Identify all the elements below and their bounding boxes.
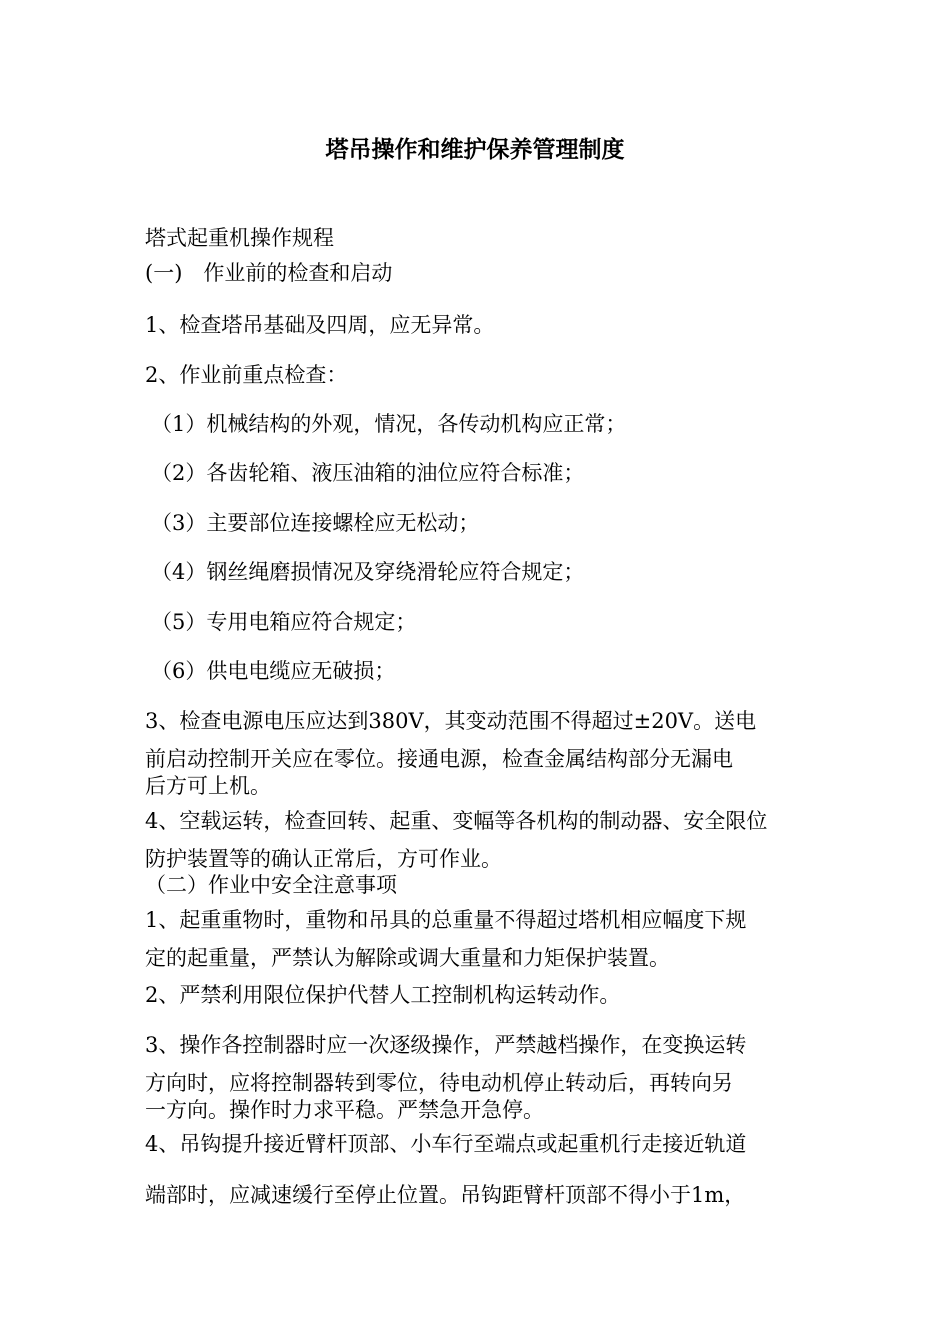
- part2-item-2: 2、严禁利用限位保护代替人工控制机构运转动作。: [145, 983, 621, 1007]
- item-3-line-2: 前启动控制开关应在零位。接通电源，检查金属结构部分无漏电: [145, 747, 733, 771]
- part2-item-3-line-1: 3、操作各控制器时应一次逐级操作，严禁越档操作，在变换运转: [145, 1033, 747, 1057]
- part2-item-3-line-2: 方向时，应将控制器转到零位，待电动机停止转动后，再转向另: [145, 1071, 733, 1095]
- part2-item-3-line-3: 一方向。操作时力求平稳。严禁急开急停。: [145, 1098, 544, 1122]
- sub-item-4: （4）钢丝绳磨损情况及穿绕滑轮应符合规定；: [151, 560, 585, 584]
- document-title: 塔吊操作和维护保养管理制度: [325, 137, 625, 163]
- item-3-line-1: 3、检查电源电压应达到380V，其变动范围不得超过±20V。送电: [145, 709, 757, 733]
- item-3-line-3: 后方可上机。: [145, 774, 271, 798]
- part2-item-4-line-2: 端部时，应减速缓行至停止位置。吊钩距臂杆顶部不得小于1m，: [145, 1183, 746, 1207]
- sub-item-3: （3）主要部位连接螺栓应无松动；: [151, 511, 480, 535]
- part2-item-1-line-2: 定的起重量，严禁认为解除或调大重量和力矩保护装置。: [145, 946, 670, 970]
- sub-item-2: （2）各齿轮箱、液压油箱的油位应符合标准；: [151, 461, 585, 485]
- item-4-line-2: 防护装置等的确认正常后，方可作业。: [145, 847, 502, 871]
- sub-item-5: （5）专用电箱应符合规定；: [151, 610, 417, 634]
- item-4-line-1: 4、空载运转，检查回转、起重、变幅等各机构的制动器、安全限位: [145, 809, 768, 833]
- part2-item-1-line-1: 1、起重重物时，重物和吊具的总重量不得超过塔机相应幅度下规: [145, 908, 747, 932]
- item-1: 1、检查塔吊基础及四周，应无异常。: [145, 313, 495, 337]
- part1-heading: (一) 作业前的检查和启动: [145, 261, 393, 285]
- section-heading: 塔式起重机操作规程: [145, 226, 334, 250]
- sub-item-6: （6）供电电缆应无破损；: [151, 659, 396, 683]
- part2-heading: （二）作业中安全注意事项: [145, 873, 397, 897]
- sub-item-1: （1）机械结构的外观，情况，各传动机构应正常；: [151, 412, 627, 436]
- item-2: 2、作业前重点检查：: [145, 363, 348, 387]
- part2-item-4-line-1: 4、吊钩提升接近臂杆顶部、小车行至端点或起重机行走接近轨道: [145, 1132, 747, 1156]
